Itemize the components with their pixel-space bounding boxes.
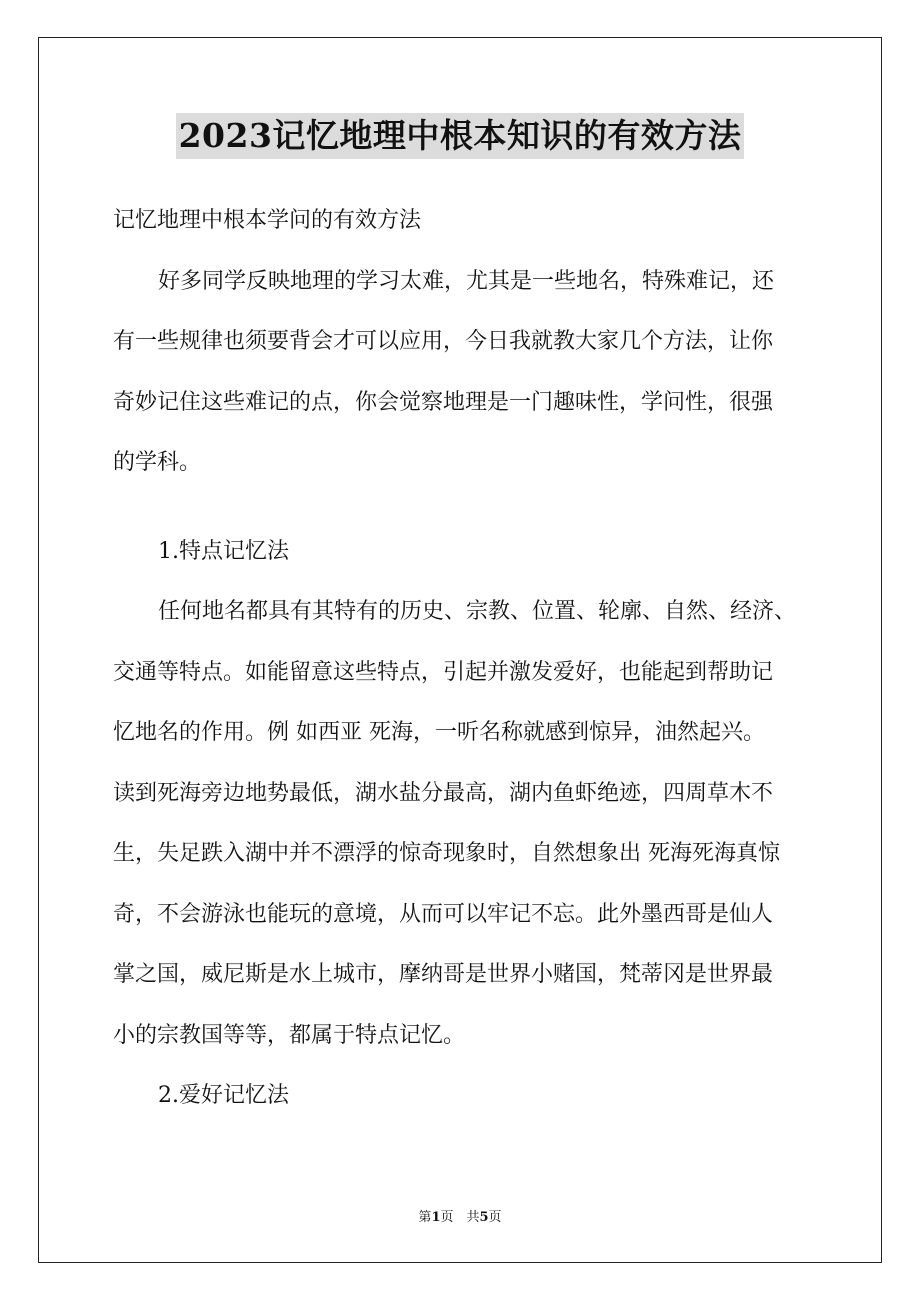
- paragraph-line: 好多同学反映地理的学习太难，尤其是一些地名，特殊难记，还: [158, 268, 775, 294]
- document-body: [113, 191, 823, 1127]
- title-wrap: [0, 113, 920, 159]
- paragraph-line: 有一些规律也须要背会才可以应用，今日我就教大家几个方法，让你: [113, 329, 774, 354]
- footer-suffix: 页: [488, 1210, 502, 1225]
- footer-page-current: 1: [431, 1210, 441, 1225]
- paragraph-line: 奇妙记住这些难记的点，你会觉察地理是一门趣味性，学问性，很强: [113, 389, 774, 415]
- footer-mid: 页 共: [440, 1210, 480, 1225]
- paragraph-line: 掌之国，威尼斯是水上城市，摩纳哥是世界小赌国，梵蒂冈是世界最: [113, 962, 774, 987]
- section-heading-1: 1.特点记忆法: [158, 538, 289, 564]
- paragraph-gap: [113, 494, 823, 522]
- footer-page-total: 5: [479, 1210, 489, 1225]
- section-heading-2: 2.爱好记忆法: [158, 1083, 289, 1108]
- paragraph-line: 奇，不会游泳也能玩的意境，从而可以牢记不忘。此外墨西哥是仙人: [113, 901, 774, 927]
- paragraph-line: 交通等特点。如能留意这些特点，引起并激发爱好，也能起到帮助记: [113, 659, 774, 685]
- document-title: 2023记忆地理中根本知识的有效方法: [176, 113, 745, 159]
- paragraph-line: 生，失足跌入湖中并不漂浮的惊奇现象时，自然想象出 死海死海真惊: [113, 841, 780, 866]
- paragraph-line: 小的宗教国等等，都属于特点记忆。: [113, 1022, 466, 1048]
- paragraph-line: 读到死海旁边地势最低，湖水盐分最高，湖内鱼虾绝迹，四周草木不: [113, 780, 774, 806]
- page-footer: [0, 1206, 920, 1225]
- document-subtitle: 记忆地理中根本学问的有效方法: [113, 208, 422, 233]
- paragraph-line: 任何地名都具有其特有的历史、宗教、位置、轮廓、自然、经济、: [158, 599, 797, 624]
- footer-prefix: 第: [418, 1210, 432, 1225]
- paragraph-line: 忆地名的作用。例 如西亚 死海，一听名称就感到惊异，油然起兴。: [113, 720, 765, 745]
- paragraph-line: 的学科。: [113, 450, 202, 475]
